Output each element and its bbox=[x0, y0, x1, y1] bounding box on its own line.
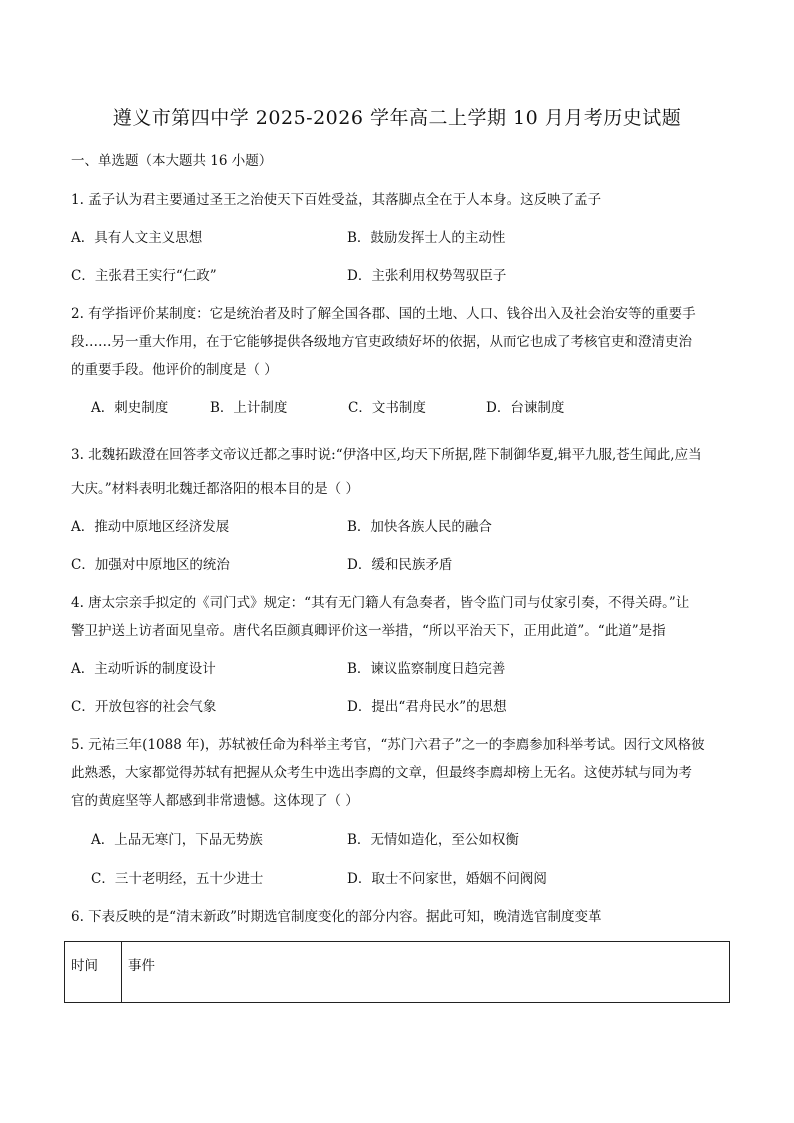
question-2-option-c: C．文书制度 bbox=[348, 400, 426, 416]
question-1-option-b: B．鼓励发挥士人的主动性 bbox=[347, 230, 506, 246]
question-1-option-a: A．具有人文主义思想 bbox=[71, 230, 203, 246]
question-5-option-b: B．无情如造化，至公如权衡 bbox=[347, 832, 519, 848]
question-2-option-a: A．刺史制度 bbox=[91, 400, 169, 416]
question-2-line-3: 的重要手段。他评价的制度是（ ） bbox=[71, 362, 278, 378]
table-header-event: 事件 bbox=[122, 942, 730, 1003]
question-4-line-2: 警卫护送上访者面见皇帝。唐代名臣颜真卿评价这一举措，“所以平治天下，正用此道”。“此道”是指 bbox=[71, 623, 666, 639]
exam-title: 遵义市第四中学 2025-2026 学年高二上学期 10 月月考历史试题 bbox=[112, 107, 682, 129]
question-6-line-1: 6. 下表反映的是“清末新政”时期选官制度变化的部分内容。据此可知，晚清选官制度变革 bbox=[71, 909, 602, 925]
question-1-line-1: 1. 孟子认为君主要通过圣王之治使天下百姓受益，其落脚点全在于人本身。这反映了孟子 bbox=[71, 192, 602, 208]
question-2-option-b: B．上计制度 bbox=[210, 400, 288, 416]
question-4-option-d: D．提出“君舟民水”的思想 bbox=[347, 699, 507, 715]
question-4-option-c: C．开放包容的社会气象 bbox=[71, 699, 217, 715]
selection-system-table bbox=[64, 941, 730, 1003]
question-5-line-1: 5. 元祐三年(1088 年)，苏轼被任命为科举主考官，“苏门六君子”之一的李廌参加科举考试。因行文风格彼 bbox=[71, 737, 705, 753]
question-5-option-d: D．取士不问家世，婚姻不问阀阅 bbox=[347, 871, 547, 887]
question-2-option-d: D．台谏制度 bbox=[486, 400, 565, 416]
question-4-option-a: A．主动听诉的制度设计 bbox=[71, 661, 216, 677]
question-5-option-a: A．上品无寒门，下品无势族 bbox=[91, 832, 263, 848]
table-header-row bbox=[65, 942, 730, 1003]
question-5-line-3: 官的黄庭坚等人都感到非常遗憾。这体现了（ ） bbox=[71, 793, 359, 809]
question-2-options bbox=[91, 398, 564, 418]
question-3-option-d: D．缓和民族矛盾 bbox=[347, 557, 453, 573]
question-2-line-1: 2. 有学指评价某制度：它是统治者及时了解全国各郡、国的土地、人口、钱谷出入及社会治安等的重要手 bbox=[71, 306, 696, 322]
question-3-line-2: 大庆。”材料表明北魏迁都洛阳的根本目的是（ ） bbox=[71, 481, 359, 497]
question-2-line-2: 段……另一重大作用，在于它能够提供各级地方官吏政绩好坏的依据，从而它也成了考核官吏和澄清吏治 bbox=[71, 334, 692, 350]
table-header-time: 时间 bbox=[65, 942, 122, 1003]
question-3-line-1: 3. 北魏拓跋澄在回答孝文帝议迁都之事时说:“伊洛中区,均天下所据,陛下制御华夏,辑平九服,苍生闻此,应当 bbox=[71, 447, 702, 463]
question-4-option-b: B．谏议监察制度日趋完善 bbox=[347, 661, 506, 677]
question-1-option-c: C．主张君王实行“仁政” bbox=[71, 268, 217, 284]
question-4-line-1: 4. 唐太宗亲手拟定的《司门式》规定：“其有无门籍人有急奏者，皆令监门司与仗家引奏，不得关碍。”让 bbox=[71, 595, 690, 611]
question-3-option-c: C．加强对中原地区的统治 bbox=[71, 557, 230, 573]
question-3-option-a: A．推动中原地区经济发展 bbox=[71, 519, 230, 535]
section-header: 一、单选题（本大题共 16 小题） bbox=[71, 153, 273, 169]
question-5-option-c: C．三十老明经，五十少进士 bbox=[91, 871, 264, 887]
question-1-option-d: D．主张利用权势驾驭臣子 bbox=[347, 268, 507, 284]
question-5-line-2: 此熟悉，大家都觉得苏轼有把握从众考生中选出李廌的文章，但最终李廌却榜上无名。这使苏轼与同为考 bbox=[71, 765, 692, 781]
question-3-option-b: B．加快各族人民的融合 bbox=[347, 519, 492, 535]
